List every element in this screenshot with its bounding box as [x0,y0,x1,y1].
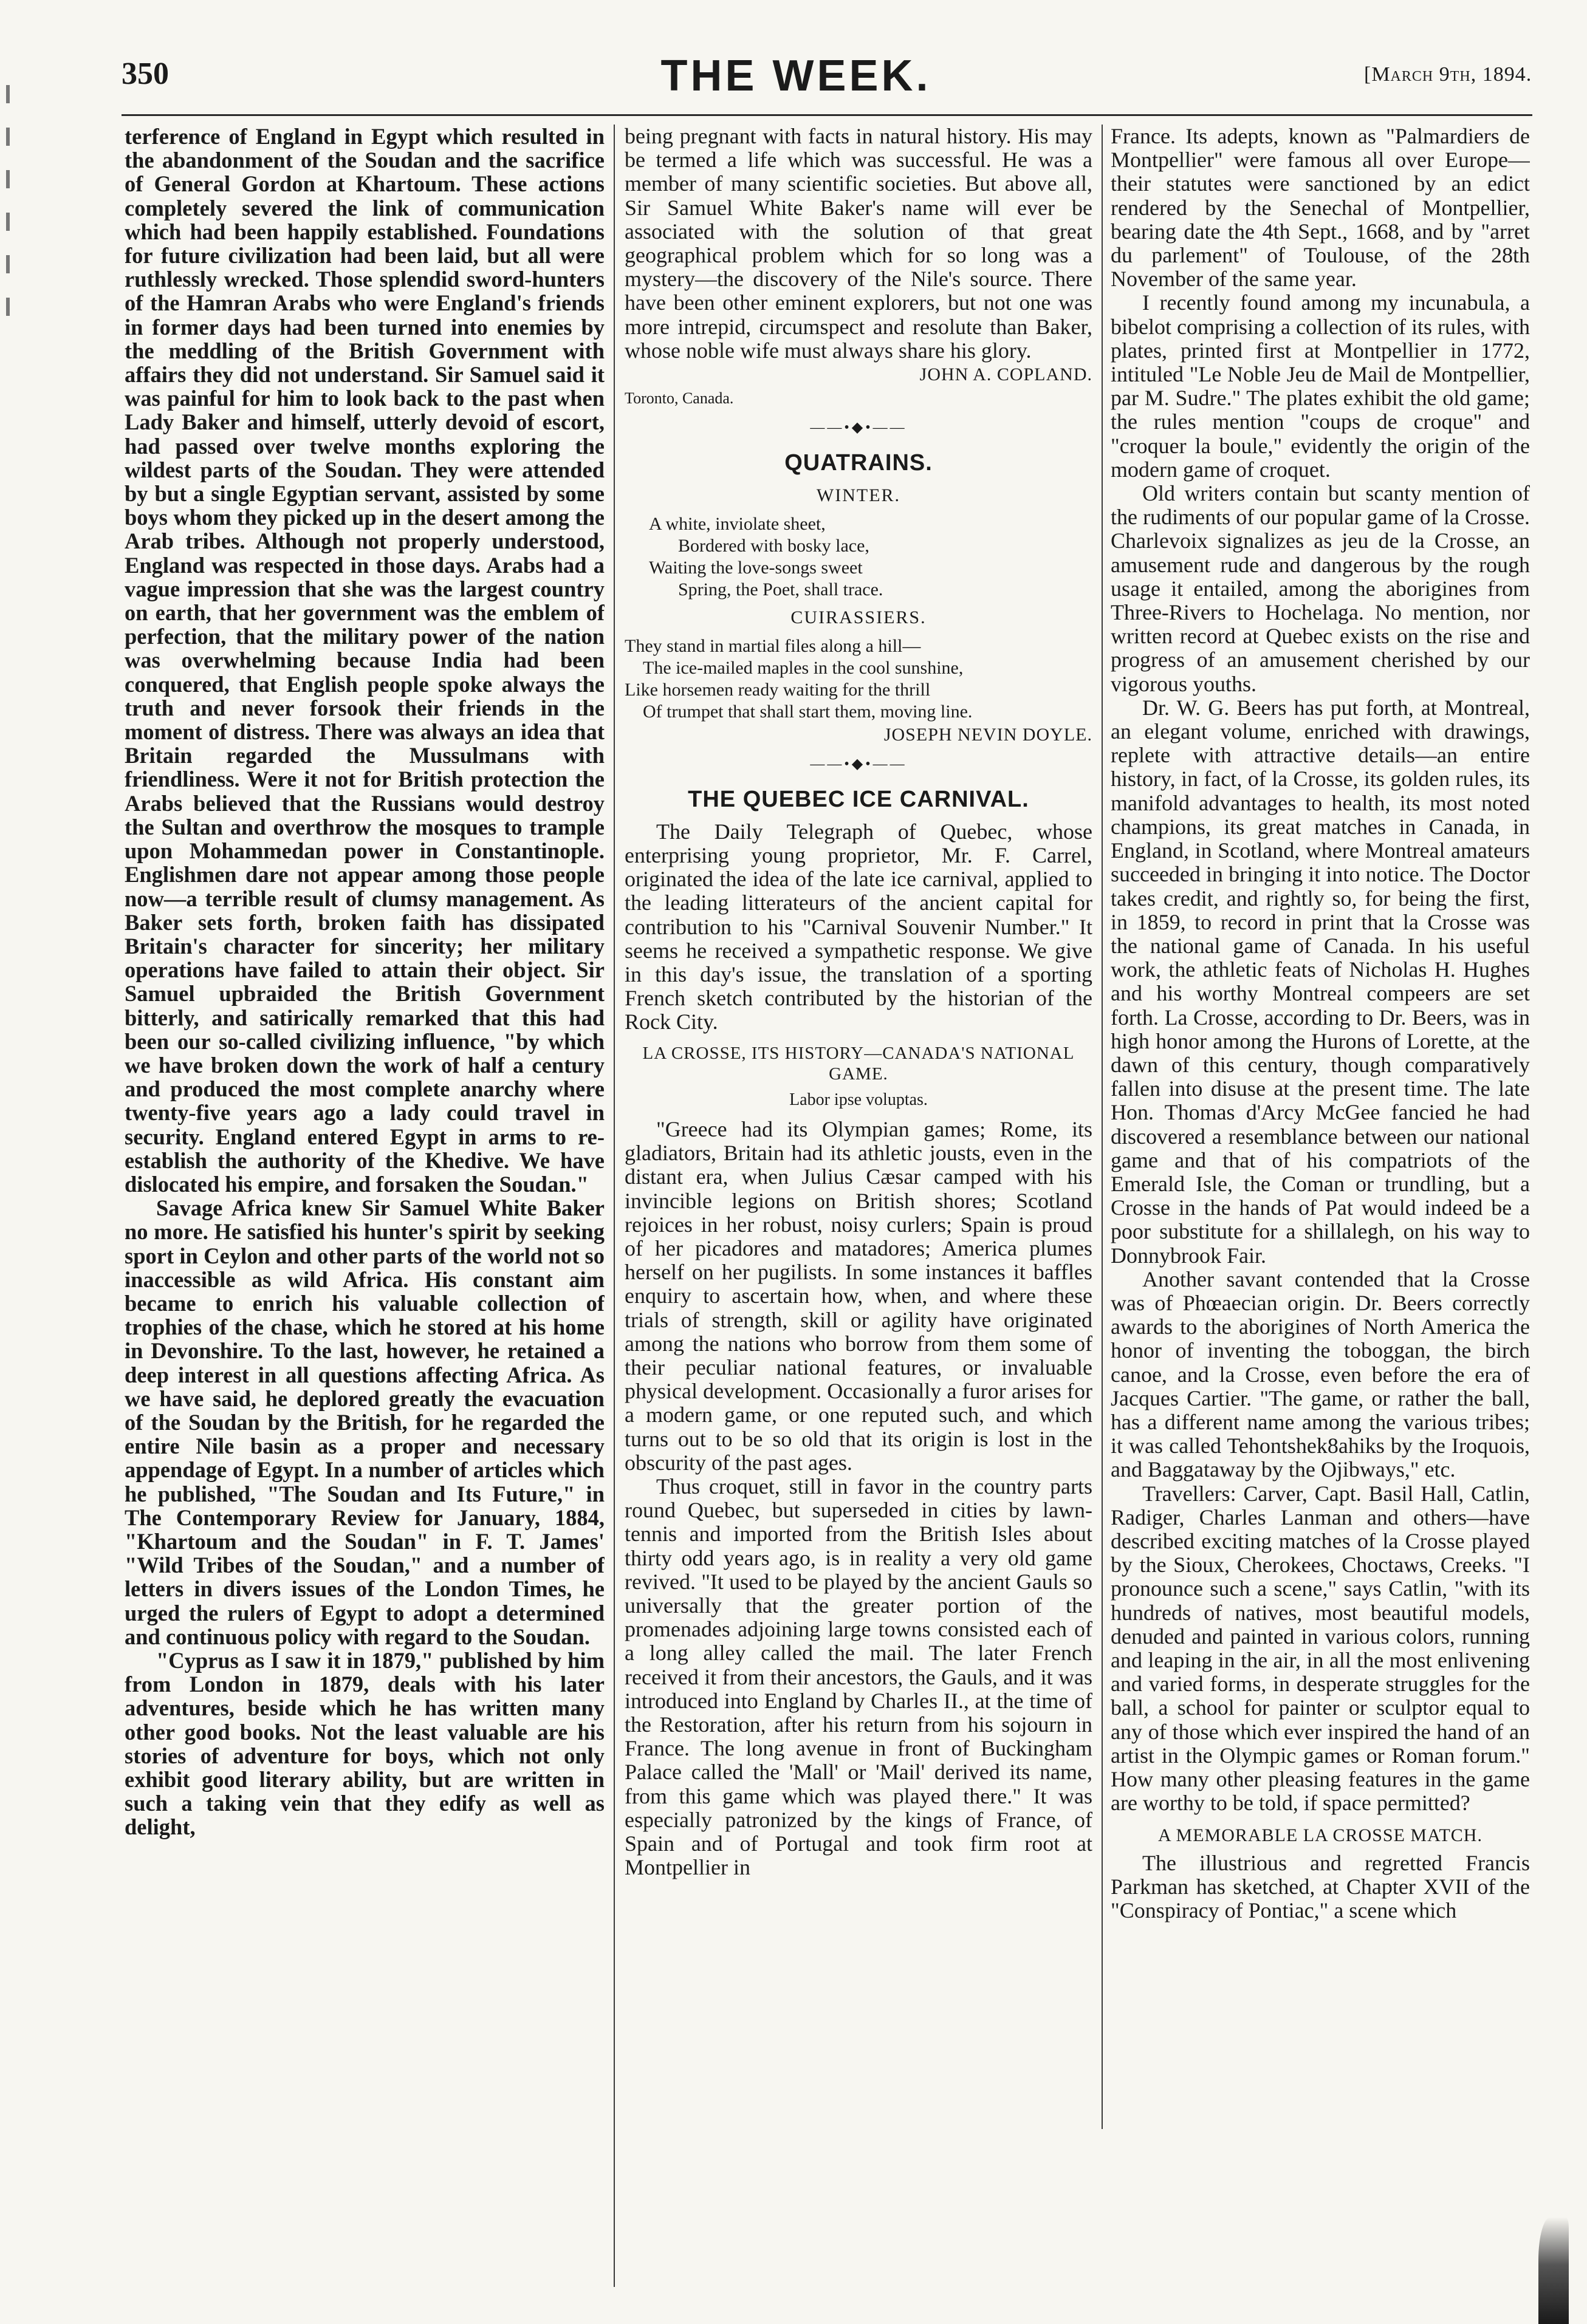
cuirassiers-poem [625,635,1092,723]
poem-line: Waiting the love-songs sweet [649,558,863,578]
doyle-signature: JOSEPH NEVIN DOYLE. [883,725,1092,745]
header-rule [122,114,1532,116]
memorable-match-subhead: A MEMORABLE LA CROSSE MATCH. [1158,1825,1482,1846]
poem-line: Bordered with bosky lace, [678,536,869,556]
cuirassiers-title: CUIRASSIERS. [790,607,927,628]
col3-paragraph-4: Dr. W. G. Beers has put forth, at Montreal, an elegant volume, enriched with drawings, replete with attractive details—an entire history, in fact, of la Crosse, its golden rules, its manifold advantages to health, its most noted champions, its great matches in Canada, in England, in Scotland, where Montreal amateurs succeeded in bringing it into notice. The Doctor takes credit, and rightly so, for being the first, in 1859, to record in print that la Crosse was the national game of Canada. In his useful work, the athletic feats of Nicholas H. Hughes and his worthy Montreal compeers are set forth. La Crosse, according to Dr. Beers, was in high honor among the Hurons of Lorette, at the dawn of this century, though comparatively fallen into disuse at the present time. The late Hon. Thomas d'Arcy McGee fancied he had discovered a resemblance between our national game and that of his compatriots of the Emerald Isle, the Coman or trundling, but a Crosse in the hands of Pat would indeed be a poor substitute for a shillalegh, on his way to Donnybrook Fair. [1111,695,1530,1268]
column-3 [1111,125,1530,2287]
col3-paragraph-2: I recently found among my incunabula, a bibelot comprising a collection of its rules, with plates, printed first at Montpellier in 1772, intituled "Le Noble Jeu de Mail de Montpellier, par M. Sudre." The plates exhibit the old game; the rules mention "coups de croque" and "croquer la boule," evidently the origin of the modern game of croquet. [1111,290,1530,482]
poem-line: They stand in martial files along a hill— [625,636,921,657]
scan-edge-marks [6,85,10,328]
col3-paragraph-3: Old writers contain but scanty mention of the rudiments of our popular game of la Crosse. Charlevoix signalizes as jeu de la Crosse, an amusement rude and dangerous by the rough usage it entailed, among the aborigines from Three-Rivers to Hochelaga. No mention, nor written record at Quebec exists on the rise and progress of an amusement cherished by our vigorous youths. [1111,481,1530,696]
col1-paragraph-1: terference of England in Egypt which resulted in the abandonment of the Soudan and the sacrifice of General Gordon at Khartoum. These actions completely severed the link of communication which had been happily established. Foundations for future civilization had been laid, but all were ruthlessly wrecked. Those splendid sword-hunters of the Hamran Arabs who were England's friends in former days had been turned into enemies by the meddling of the British Government with affairs they did not understand. Sir Samuel said it was painful for him to look back to the past when Lady Baker and himself, utterly devoid of escort, had passed over twelve months exploring the wildest parts of the Soudan. They were attended by but a single Egyptian servant, assisted by some boys whom they picked up in the desert among the Arab tribes. Although not properly understood, England was respected in those days. Arabs had a vague impression that she was the largest country on earth, that her government was the emblem of perfection, that the military power of the nation was overwhelming because India had been conquered, that English people spoke always the truth and never forsook their friends in the moment of distress. There was always an idea that Britain regarded the Mussulmans with friendliness. Were it not for British protection the Arabs believed that the Russians would destroy the Sultan and overthrow the mosques to trample upon Mohammedan power in Constantinople. Englishmen dare not appear among those people now—a terrible result of clumsy management. As Baker sets forth, broken faith has dissipated Britain's character for sincerity; her military operations have failed to attain their object. Sir Samuel upbraided the British Government bitterly, and satirically remarked that this had been our so-called civilizing influence, "by which we have broken down the work of half a century and produced the most complete anarchy where twenty-five years ago a lady could travel in security. England entered Egypt in arms to re-establish the authority of the Khedive. We have dislocated his empire, and forsaken the Soudan." [125,125,605,1197]
poem-line: Spring, the Poet, shall trace. [678,579,883,600]
ornament-divider: ——•◆•—— [810,420,907,436]
col3-paragraph-5: Another savant contended that la Crosse was of Phœaecian origin. Dr. Beers correctly awards to the aborigines of North America the honor of inventing the toboggan, the birch canoe, and la Crosse, even before the era of Jacques Cartier. "The game, or rather the ball, has a different name among the various tribes; it was called Tehontshek8ahiks by the Iroquois, and Baggataway by the Ojibways," etc. [1111,1266,1530,1482]
carnival-paragraph-1: The Daily Telegraph of Quebec, whose enterprising young proprietor, Mr. F. Carrel, originated the idea of the late ice carnival, applied to the leading litterateurs of the ancient capital for contribution to his "Carnival Souvenir Number." It seems he received a sympathetic response. We give in this day's issue, the translation of a sporting French sketch contributed by the historian of the Rock City. [625,819,1092,1034]
page-header [0,0,1587,121]
col3-paragraph-7: The illustrious and regretted Francis Parkman has sketched, at Chapter XVII of the "Conspiracy of Pontiac," a scene which [1111,1850,1530,1923]
col3-paragraph-1: France. Its adepts, known as "Palmardiers de Montpellier" were famous all over Europe—their statutes were sanctioned by an edict rendered by the Senechal of Montpellier, bearing date the 4th Sept., 1668, and by "arret du parlement" of Toulouse, of the 28th November of the same year. [1111,125,1530,292]
motto: Labor ipse voluptas. [789,1090,928,1109]
quatrains-title: QUATRAINS. [784,449,933,476]
poem-line: Like horsemen ready waiting for the thrill [625,680,931,700]
col1-paragraph-2: Savage Africa knew Sir Samuel White Baker no more. He satisfied his hunter's spirit by seeking sport in Ceylon and other parts of the world not so inaccessible as wild Africa. His constant aim became to enrich his valuable collection of trophies of the chase, which he stored at his home in Devonshire. To the last, however, he retained a deep interest in all questions affecting Africa. As we have said, he deplored greatly the evacuation of the Soudan by the British, for he regarded the entire Nile basin as a proper and necessary appendage of Egypt. In a number of articles which he published, "The Soudan and Its Future," in The Contemporary Review for January, 1884, "Khartoum and the Soudan" in F. T. James' "Wild Tribes of the Soudan," and a number of letters in divers issues of the London Times, he urged the rulers of Egypt to adopt a determined and continuous policy with regard to the Soudan. [125,1195,605,1649]
carnival-title: THE QUEBEC ICE CARNIVAL. [688,786,1029,812]
copland-signature: JOHN A. COPLAND. [919,364,1092,385]
col1-paragraph-3: "Cyprus as I saw it in 1879," published by him from London in 1879, deals with his later adventures, beside which he has written many other good books. Not the least valuable are his stories of adventure for boys, which not only exhibit good literary ability, but are written in such a taking vein that they edify as well as delight, [125,1648,605,1840]
winter-poem [649,513,1092,601]
page-number: 350 [122,56,169,91]
ornament-divider: ——•◆•—— [810,756,907,773]
carnival-paragraph-3: Thus croquet, still in favor in the country parts round Quebec, but superseded in cities by lawn-tennis and imported from the British Isles about thirty odd years ago, is in reality a very old game revived. "It used to be played by the ancient Gauls so universally that the greater portion of the promenades adjoining large towns consisted each of a long alley called the mail. The later French received it from their ancestors, the Gauls, and it was introduced into England by Charles II., at the time of the Restoration, after his return from his sojourn in France. The long avenue in front of Buckingham Palace called the 'Mall' or 'Mail' derived its name, from this game which was played there." It was especially patronized by the kings of France, of Spain and of Portugal and took firm root at Montpellier in [625,1474,1092,1880]
poem-line: The ice-mailed maples in the cool sunshine, [643,658,964,678]
carnival-paragraph-2: "Greece had its Olympian games; Rome, its gladiators, Britain had its athletic jousts, even in the distant era, when Julius Cæsar camped with his invincible legions on British shores; Scotland rejoices in her robust, noisy curlers; Spain is proud of her picadores and matadores; America plumes herself on her pugilists. In some instances it baffles enquiry to ascertain how, when, and where these trials of strength, skill or agility have originated among the nations who borrow from them some of their peculiar national features, or invaluable physical development. Occasionally a furor arises for a modern game, or one reputed such, and which turns out to be so old that its origin is lost in the obscurity of the past ages. [625,1116,1092,1475]
poem-line: Of trumpet that shall start them, moving line. [643,702,973,722]
winter-title: WINTER. [816,485,901,505]
la-crosse-subhead: LA CROSSE, ITS HISTORY—CANADA'S NATIONAL GAME. [642,1043,1075,1084]
column-rule-2 [1102,125,1103,2129]
poem-line: A white, inviolate sheet, [649,514,826,535]
column-1 [125,125,605,2287]
masthead-title: THE WEEK. [660,52,931,100]
copland-place: Toronto, Canada. [625,389,734,408]
column-rule-1 [614,125,615,2287]
col3-paragraph-6: Travellers: Carver, Capt. Basil Hall, Catlin, Radiger, Charles Lanman and others—have described exciting matches of la Crosse played by the Sioux, Cherokees, Choctaws, Creeks. "I pronounce such a scene," says Catlin, "with its hundreds of natives, most beautiful models, denuded and painted in various colors, running and leaping in the air, in all the most enlivening and varied forms, in desperate struggles for the ball, a school for painter or sculptor equal to any of those which ever inspired the hand of an artist in the Olympic games or Roman forum." How many other pleasing features in the game are worthy to be told, if space permitted? [1111,1481,1530,1816]
col2-intro-paragraph: being pregnant with facts in natural history. His may be termed a life which was successful. He was a member of many scientific societies. But above all, Sir Samuel White Baker's name will ever be associated with the solution of that great geographical problem which for so long was a mystery—the discovery of the Nile's source. There have been other eminent explorers, but not one was more intrepid, circumspect and resolute than Baker, whose noble wife must always share his glory. [625,125,1092,363]
scan-corner-stain [1538,2217,1569,2324]
column-2 [625,125,1092,2302]
issue-date: [March 9th, 1894. [1364,63,1532,86]
